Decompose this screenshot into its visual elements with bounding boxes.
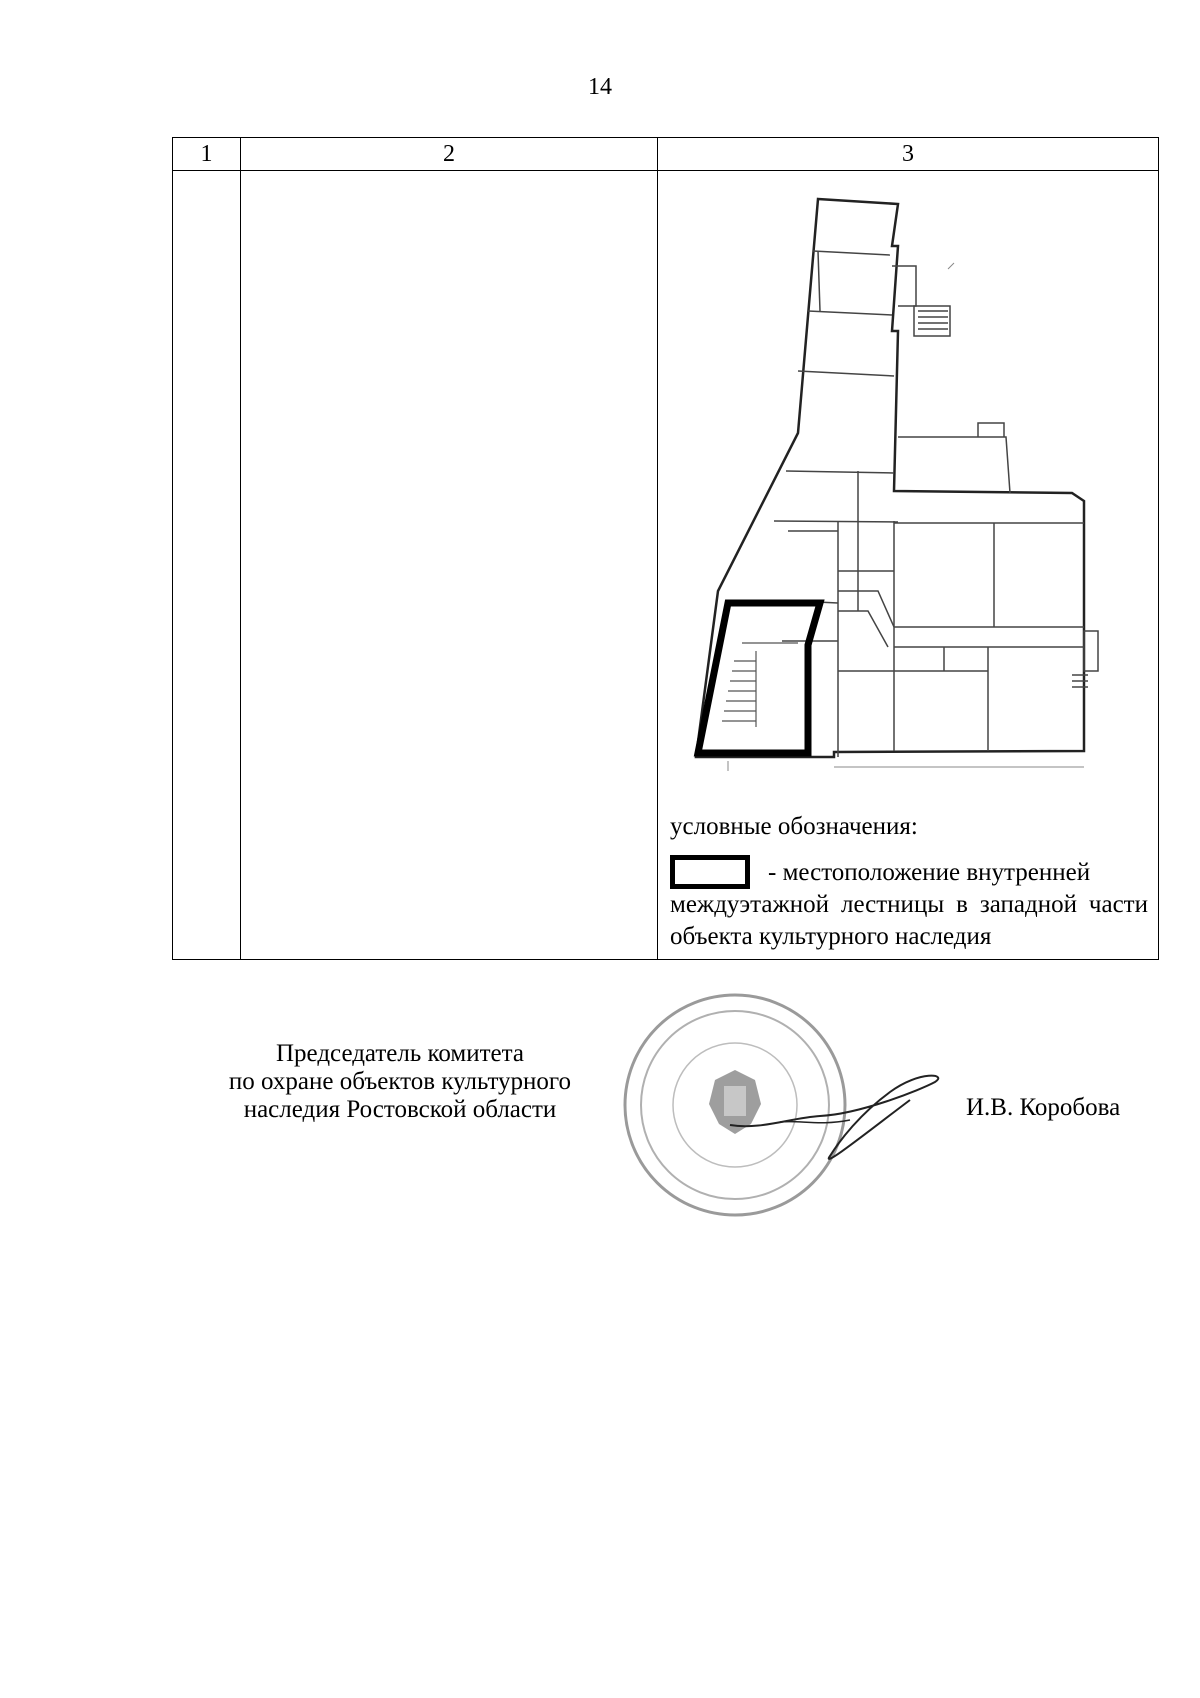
legend-item xyxy=(658,857,1158,889)
legend-swatch xyxy=(670,855,750,889)
header-cell-1: 1 xyxy=(173,138,241,171)
body-cell-2 xyxy=(241,171,658,960)
content-table xyxy=(172,137,1159,960)
table-header-row xyxy=(173,138,1159,171)
signer-name: И.В. Коробова xyxy=(966,1094,1121,1121)
signer-position-line-3: наследия Ростовской области xyxy=(243,1096,557,1123)
floor-plan-drawing xyxy=(658,171,1159,811)
handwritten-signature xyxy=(720,1070,950,1170)
body-cell-1 xyxy=(173,171,241,960)
legend-item-description: междуэтажной лестницы в западной части объекта культурного наследия xyxy=(670,891,1148,950)
header-cell-2: 2 xyxy=(241,138,658,171)
signer-position xyxy=(180,1040,620,1124)
signer-position-line-1: Председатель комитета xyxy=(276,1040,524,1067)
legend-item-text: - местоположение внутренней xyxy=(768,859,1091,886)
page-number: 14 xyxy=(588,74,612,100)
legend-title: условные обозначения: xyxy=(670,813,918,840)
floor-plan xyxy=(658,171,1159,811)
table-body-row xyxy=(173,171,1159,960)
signer-position-line-2: по охране объектов культурного xyxy=(228,1068,572,1095)
body-cell-3 xyxy=(658,171,1159,960)
header-cell-3: 3 xyxy=(658,138,1159,171)
